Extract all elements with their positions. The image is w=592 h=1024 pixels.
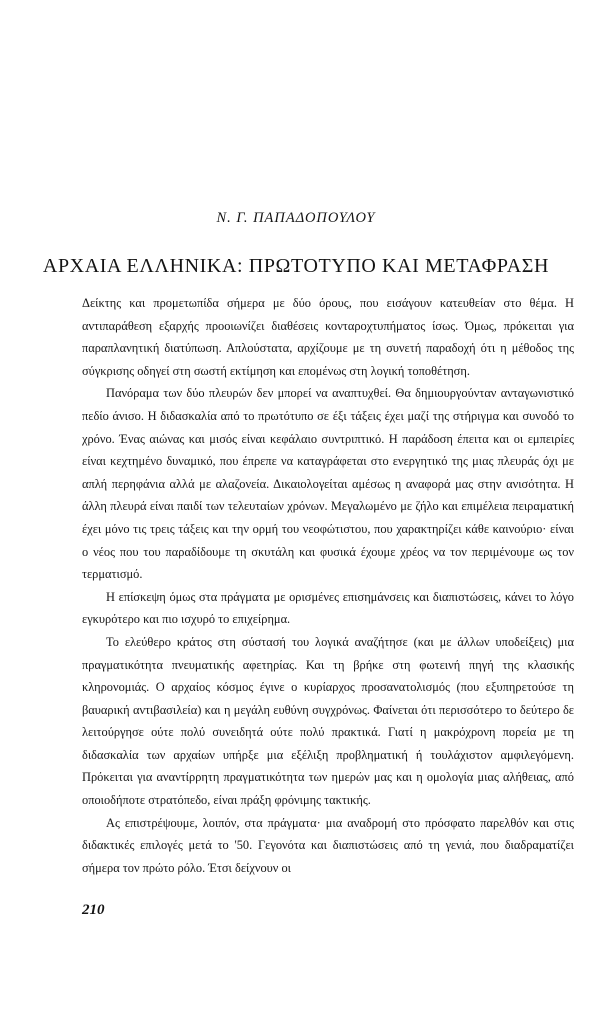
paragraph: Πανόραμα των δύο πλευρών δεν μπορεί να αναπτυχθεί. Θα δημιουργούνταν ανταγωνιστικό πεδίο άνισο. Η διδασκαλία από το πρωτότυπο σε έξι τάξεις έχει μαζί της στήριγμα και συνοδό το χρόνο. Ένας αιώνας και μισός είναι κεφάλαιο συντριπτικό. Η παράδοση έπειτα και οι εμπειρίες είναι κεχτημένο δυναμικό, που έπρεπε να καταγράφεται στο ενεργητικό της μιας πλευράς όχι με απλή περηφάνια αλλά με αλαζονεία. Δικαιολογείται αμέσως η αναφορά μας στην ανισότητα. Η άλλη πλευρά είναι παιδί των τελευταίων χρόνων. Μεγαλωμένο με ζήλο και επιμέλεια πειραματική έχει μόνο τις τρεις τάξεις και την ορμή του νεοφώτιστου, που χαρακτηρίζει κάθε καινούριο· είναι ο νέος που του παραδίδουμε τη σκυτάλη και φυσικά έχουμε χρέος να τον περιμένουμε ως τον τερματισμό.	[82, 386, 574, 582]
page-number: 210	[82, 902, 105, 918]
paragraph: Το ελεύθερο κράτος στη σύστασή του λογικά αναζήτησε (και με άλλων υποδείξεις) μια πραγματικότητα πνευματικής αφετηρίας. Και τη βρήκε στη φωτεινή πηγή της κλασικής κληρονομιάς. Ο αρχαίος κόσμος έγινε ο κυρίαρχος προσανατολισμός (που εξυπηρετούσε τη βαυαρική αντιβασιλεία) και η μεγάλη ευθύνη συγχρόνως. Φαίνεται ότι περισσότερο το δεύτερο δε λειτούργησε ούτε πολύ συνειδητά ούτε πολύ πρακτικά. Γιατί η μακρόχρονη πορεία με τη διδασκαλία των αρχαίων υπήρξε μια εξέλιξη προβληματική ή τουλάχιστον αμφιλεγόμενη. Πρόκειται για αναντίρρητη πραγματικότητα των ημερών μας και η ομολογία μιας αλήθειας, από οποιοδήποτε στρατόπεδο, είναι πράξη φρόνιμης τακτικής.	[82, 634, 574, 808]
paragraph: Ας επιστρέψουμε, λοιπόν, στα πράγματα· μια αναδρομή στο πρόσφατο παρελθόν και στις διδακτικές επιλογές μετά το '50. Γεγονότα και διαπιστώσεις από τη γενιά, που διαδραματίζει σήμερα τον πρώτο ρόλο. Έτσι δείχνουν οι	[82, 815, 574, 875]
author-name: Ν. Γ. ΠΑΠΑΔΟΠΟΥΛΟΥ	[216, 210, 376, 226]
article-title: ΑΡΧΑΙΑ ΕΛΛΗΝΙΚΑ: ΠΡΩΤΟΤΥΠΟ ΚΑΙ ΜΕΤΑΦΡΑΣΗ	[42, 255, 550, 277]
paragraph: Η επίσκεψη όμως στα πράγματα με ορισμένες επισημάνσεις και διαπιστώσεις, κάνει το λόγο εγκυρότερο και πιο ισχυρό το επιχείρημα.	[82, 589, 574, 627]
article-body	[82, 292, 574, 879]
paragraph: Δείκτης και προμετωπίδα σήμερα με δύο όρους, που εισάγουν κατευθείαν στο θέμα. Η αντιπαράθεση εξαρχής προοιωνίζει διαθέσεις κονταροχτυπήματος ίσως. Όμως, πρόκειται για παραπλανητική διατύπωση. Απλούστατα, αρχίζουμε με τη συνετή παραδοχή ότι η μέθοδος της σύγκρισης οδηγεί στη σωστή εκτίμηση και επομένως στη λογική τοποθέτηση.	[82, 296, 574, 378]
